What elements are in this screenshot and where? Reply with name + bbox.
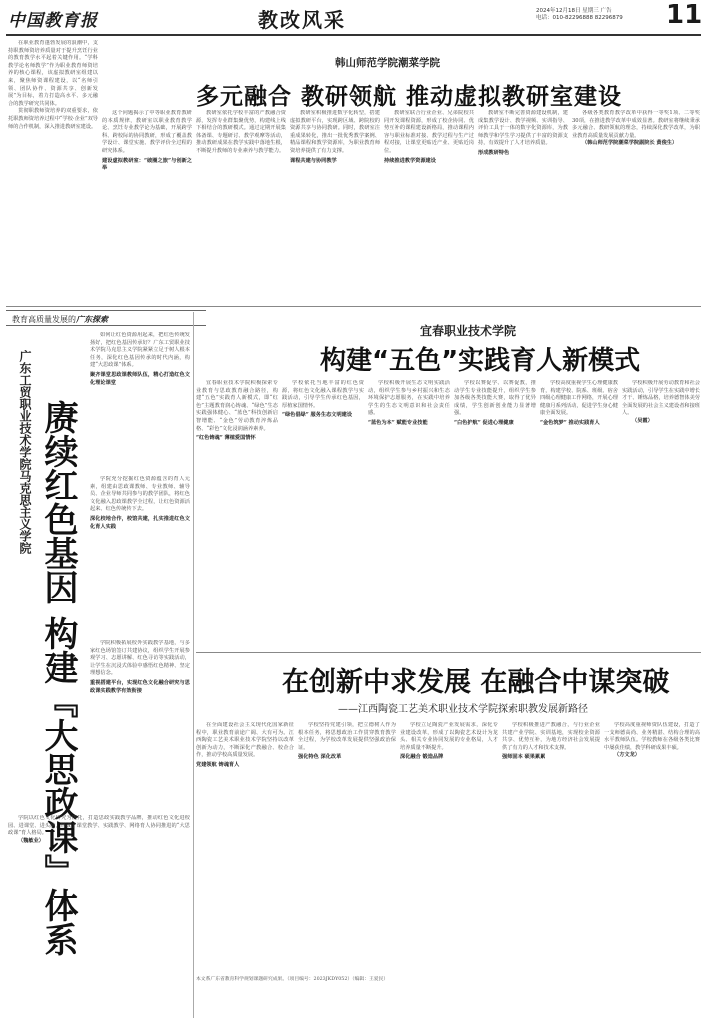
article1-column-2: 这个问题揭示了中等职业教育教研的本质规律，教研室以职业教育教学论、烹饪专业教学论为基础，开展跨学科、跨校际的协同教研，形成了覆盖教学设计、课堂实施、教学评价全过程的研究体系。 建设虚拟教研室：“破圈之旅”与创新之举 — [102, 110, 192, 172]
article3-column-2: 学校坚持党建引领，把立德树人作为根本任务，将思想政治工作贯穿教育教学全过程，为学校改革发展提供坚强政治保证。 强化特色 深化改革 — [298, 722, 396, 761]
article2-column-6: 学校积极开展劳动教育和社会实践活动，引导学生在实践中增长才干、锤炼品格，培养德智体美劳全面发展的社会主义建设者和接班人。 （吴霞） — [622, 380, 700, 424]
article1-column-1: 在职业教育蓬勃发展的浪潮中，支持职教师资培养质量对于提升烹饪行业的教育教学水平起着关键作用。“学科教学论名师教学”作为职业教育师资培养的核心课程，该虚拟教研室组建以来，聚焦师资课程建设，以“名师引领、团队协作、资源共享、创新发展”为目标，着力打造高水平、多元融合的教学研究共同体。 贯彻职教师资培养的双重要求，依托职教师资培养过程中“学校·企业”双导师的合作机制，深入推进教研室建设。 — [8, 40, 98, 130]
vertical-article-column-4: 学院以红色文化研究为依托，打造思政实践教学品牌，推动红色文化进校园、进课堂、进头脑，形成了课堂教学、实践教学、网络育人协同推进的“大思政课”育人格局。 （魏敏业） — [8, 815, 190, 844]
article3-subtitle: ——江西陶瓷工艺美术职业技术学院探索职教发展新路径 — [338, 704, 588, 715]
article3-title: 在创新中求发展 在融合中谋突破 — [282, 667, 670, 698]
vertical-article-title: 赓续红色基因 构建『大思政课』体系 — [38, 400, 78, 956]
section-title: 教改风采 — [258, 8, 346, 32]
article1-column-6: 教研室不断完善资源建设机制，建成集教学设计、教学视频、实训指导、评价工具于一体的数字化资源库，为教师教学和学生学习提供了丰富的资源支持，有效提升了人才培养质量。 形成教研特色 — [478, 110, 568, 156]
article2-title: 构建“五色”实践育人新模式 — [320, 346, 641, 376]
divider-article1 — [6, 306, 701, 307]
vertical-article-school: 广东工贸职业技术学院马克思主义学院 — [18, 350, 32, 554]
masthead — [0, 0, 707, 36]
article1-title: 多元融合 教研领航 推动虚拟教研室建设 — [196, 84, 623, 110]
article2-column-4: 学校以赛促学、以赛促教，推动学生专业技能提升，组织学生参加各级各类技能大赛，取得了优异成绩，学生创新创业能力显著增强。 “白色护航” 促进心理健康 — [454, 380, 536, 426]
article3-column-1: 在全面建设社会主义现代化国家新征程中，职业教育前途广阔、大有可为。江西陶瓷工艺美术职业技术学院坚持以改革创新为动力，不断深化产教融合、校企合作，推动学校高质量发展。 党建领航 铸魂育人 — [196, 722, 294, 768]
banner-italic: 广东探索 — [76, 314, 108, 324]
vertical-article-column-1: 如何让红色资源用起来，把红色传统发扬好，把红色基因传承好？广东工贸职业技术学院马克思主义学院紧紧立足于树人根本任务，深化红色基因传承的时代内涵，构建“大思政课”体系。 聚齐课堂思政课教师队伍，精心打造红色文化理论课堂 — [90, 332, 190, 386]
vertical-article-column-3: 学院积极拓展校外实践教学基地，与多家红色场馆签订共建协议，组织学生开展参观学习、志愿讲解、红色寻访等实践活动，让学生在沉浸式体验中感悟红色精神、坚定理想信念。 重视搭建平台，实现红色文化融合研究与思政课实践教学有效衔接 — [90, 640, 190, 694]
issue-phone: 电话：010-82296888 82296879 — [536, 15, 623, 21]
banner-prefix: 教育高质量发展的 — [12, 315, 76, 324]
article2-column-2: 学校依托当地丰富的红色资源，将红色文化融入课程教学与实践活动，引导学生传承红色基因，厚植家国情怀。 “绿色倡绿” 服务生态文明建设 — [282, 380, 364, 419]
article1-school: 韩山师范学院潮菜学院 — [335, 57, 440, 69]
header-rule — [6, 34, 701, 36]
footnote: 本文系广东省教育科学规划课题研究成果。（项目编号：2023JKDY052）（编辑：王爱民） — [196, 977, 389, 982]
article2-school: 宜春职业技术学院 — [420, 324, 517, 338]
article2-column-5: 学校高度重视学生心理健康教育，构建学校、院系、班级、宿舍四级心理健康工作网络，开展心理健康月系列活动，促进学生身心健康全面发展。 “金色筑梦” 推动实践育人 — [540, 380, 618, 426]
article3-column-3: 学校立足陶瓷产业发展需求，深化专业建设改革，形成了以陶瓷艺术设计为龙头、相关专业协同发展的专业格局，人才培养质量不断提升。 深化融合 锻造品牌 — [400, 722, 498, 761]
article3-column-4: 学校积极推进产教融合，与行业企业共建产业学院、实训基地，实现校企资源共享、优势互补，为地方经济社会发展提供了有力的人才和技术支撑。 强师固本 硕果累累 — [502, 722, 600, 761]
article2-column-3: 学校积极开展生态文明实践活动，组织学生参与乡村振兴和生态环境保护志愿服务，在实践中培养学生的生态文明意识和社会责任感。 “蓝色为本” 赋能专业技能 — [368, 380, 450, 426]
divider-article2 — [196, 652, 701, 653]
issue-meta — [536, 8, 623, 22]
issue-date: 2024年12月18日 星期三 广告 — [536, 8, 612, 14]
divider-left-column — [193, 312, 194, 1018]
vertical-article-column-2: 学院充分挖掘红色资源蕴含的育人元素，组建由思政课教师、专业教师、辅导员、企业导师共同参与的教学团队，将红色文化融入思政课教学全过程，让红色资源活起来、红色传统传下去。 深化校地合作，校馆共建，扎实推进红色文化育人实践 — [90, 476, 190, 530]
article3-column-5: 学校高度重视师资队伍建设，打造了一支师德高尚、业务精湛、结构合理的高水平教师队伍。学校教师在各级各类比赛中屡获佳绩，教学科研成果丰硕。 （方文龙） — [604, 722, 700, 759]
page-number: 11 — [666, 0, 703, 30]
article1-column-3: 教研室依托学校丰富的产教融合资源，发挥专业群集聚优势，构建线上线下相结合的教研模式。通过定期开展集体备课、专题研讨、教学观摩等活动，推动教研成果在教学实践中落地生根，不断提升教师的专业素养与教学能力。 — [196, 110, 286, 154]
section-banner — [6, 310, 206, 326]
article2-column-1: 宜春职业技术学院积极探索专业教育与思政教育融合路径，构建“五色”实践育人新模式，即“红色”主题教育润心铸魂、“绿色”生态实践强体健心、“蓝色”科技创新启智增能、“金色”劳动教育淬炼品格、“彩色”文化浸润涵养素养。 “红色铸魂” 薄植爱国情怀 — [196, 380, 278, 442]
article1-column-7: 各级各类教育教学改革中获得一等奖1项、二等奖30项，在推进教学改革中成效显著。教研室将继续秉承多元融合、教研领航的理念，持续深化教学改革，为职业教育高质量发展贡献力量。 （韩山师范学院潮菜学院副院长 黄俊生） — [572, 110, 700, 147]
article1-column-4: 教研室积极推进数字化转型，搭建虚拟教研平台，实现跨区域、跨院校的资源共享与协同教研。同时，教研室注重成果转化，推出一批优秀教学案例、精品课程和教学资源库，为职业教育师资培养提供了有力支撑。 课程共建与协同教学 — [290, 110, 380, 164]
newspaper-brand: 中国教育报 — [8, 11, 98, 31]
article1-column-5: 教研室联合行业企业、兄弟院校共同开发课程资源，形成了校企协同、优势互补的课程建设新格局，推动课程内容与职业标准对接、教学过程与生产过程对接，让课堂更贴近产业、更贴近岗位。 持续推进教学资源建设 — [384, 110, 474, 164]
